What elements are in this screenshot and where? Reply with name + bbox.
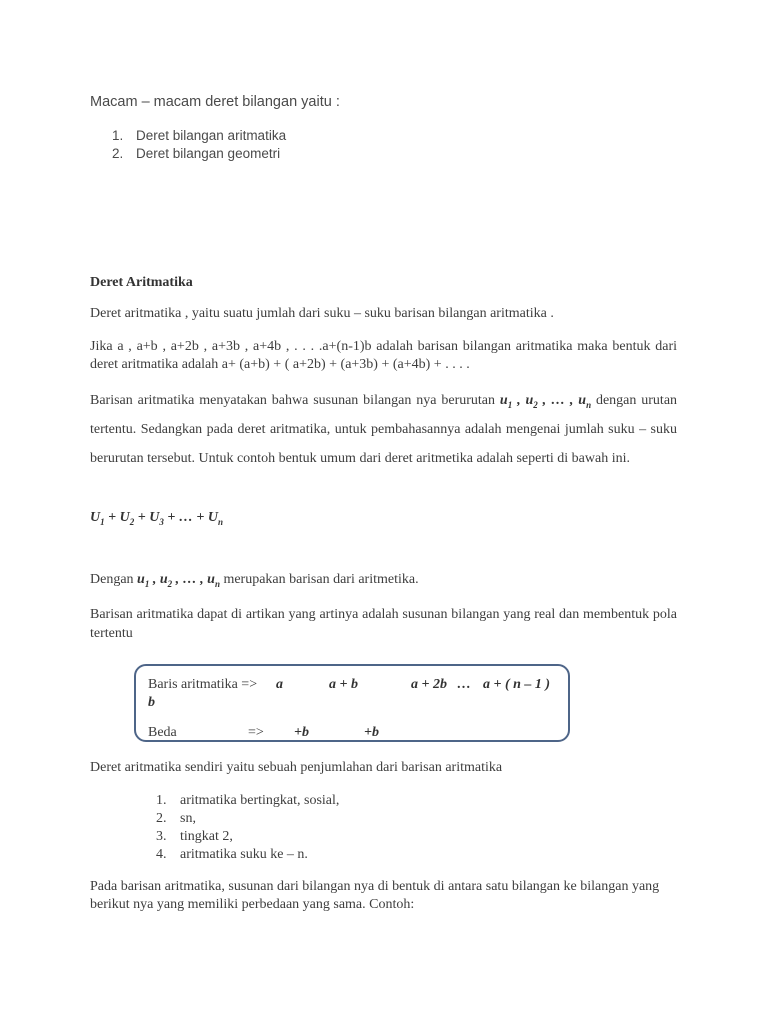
intro-list: [112, 127, 286, 163]
list-item: 3. tingkat 2,: [156, 829, 233, 844]
list-item: 2. sn,: [156, 811, 196, 826]
difference-value: +b: [294, 725, 309, 740]
term: a + ( n – 1 ): [483, 677, 551, 692]
general-formula: $U_1 + U_2 + U_3$ + … + $U_n$: [90, 510, 223, 527]
section-heading: Deret Aritmatika: [90, 275, 193, 290]
paragraph-meaning: Barisan aritmatika dapat di artikan yang artinya adalah susunan bilangan yang real dan membentuk pola tertentu: [90, 607, 677, 641]
sequence-terms: $u_1$ , $u_2$ , … , $u_n$: [499, 393, 592, 410]
difference-arrow: =>: [248, 725, 264, 740]
list-label: Deret bilangan geometri: [136, 146, 281, 161]
term: a + b: [329, 677, 358, 692]
term: a: [276, 677, 283, 692]
sequence-box: [134, 664, 570, 742]
paragraph-explanation: [90, 386, 677, 473]
sequence-label: Baris aritmatika =>: [148, 677, 258, 692]
paragraph-difference: Pada barisan aritmatika, susunan dari bilangan nya di bentuk di antara satu bilangan ke bilangan yang berikut nya yang memiliki perbedaan yang sama. Contoh:: [90, 879, 660, 912]
list-item: 1. aritmatika bertingkat, sosial,: [156, 793, 340, 808]
sequence-terms: $u_1$ , $u_2$ , … , $u_n$: [137, 572, 220, 589]
sequence-row: [148, 677, 568, 693]
paragraph-definition: Deret aritmatika , yaitu suatu jumlah dari suku – suku barisan bilangan aritmatika .: [90, 306, 554, 321]
list-label: Deret bilangan aritmatika: [136, 128, 287, 143]
p3-after: dengan urutan tertentu. Sedangkan pada deret aritmatika, untuk pembahasannya adalah mengenai jumlah suku – suku berurutan tersebut. Untuk contoh bentuk umum dari deret aritmetika adalah seperti di bawah ini.: [90, 393, 678, 466]
term: …: [457, 677, 471, 692]
list-item: [112, 127, 286, 145]
paragraph-example: Jika a , a+b , a+2b , a+3b , a+4b , . . . .a+(n-1)b adalah barisan bilangan aritmatika maka bentuk dari deret aritmatika adalah a+ (a+b) + ( a+2b) + (a+3b) + (a+4b) + . . . .: [90, 339, 677, 372]
paragraph-sequence-note: Dengan $u_1$ , $u_2$ , … , $u_n$ merupakan barisan dari aritmetika.: [90, 572, 419, 589]
list-item: 4. aritmatika suku ke – n.: [156, 847, 308, 862]
difference-label: Beda: [148, 725, 177, 740]
series-list: [156, 792, 339, 864]
intro-text: Macam – macam deret bilangan yaitu :: [90, 94, 340, 110]
term: a + 2b: [411, 677, 447, 692]
sequence-row-wrap: b: [148, 695, 155, 710]
paragraph-series: Deret aritmatika sendiri yaitu sebuah penjumlahan dari barisan aritmatika: [90, 760, 503, 775]
list-number: 1.: [112, 128, 124, 143]
list-item: [112, 145, 286, 163]
p3-before: Barisan aritmatika menyatakan bahwa susunan bilangan nya berurutan: [90, 393, 495, 408]
list-number: 2.: [112, 146, 124, 161]
difference-value: +b: [364, 725, 379, 740]
difference-row: [148, 725, 434, 741]
